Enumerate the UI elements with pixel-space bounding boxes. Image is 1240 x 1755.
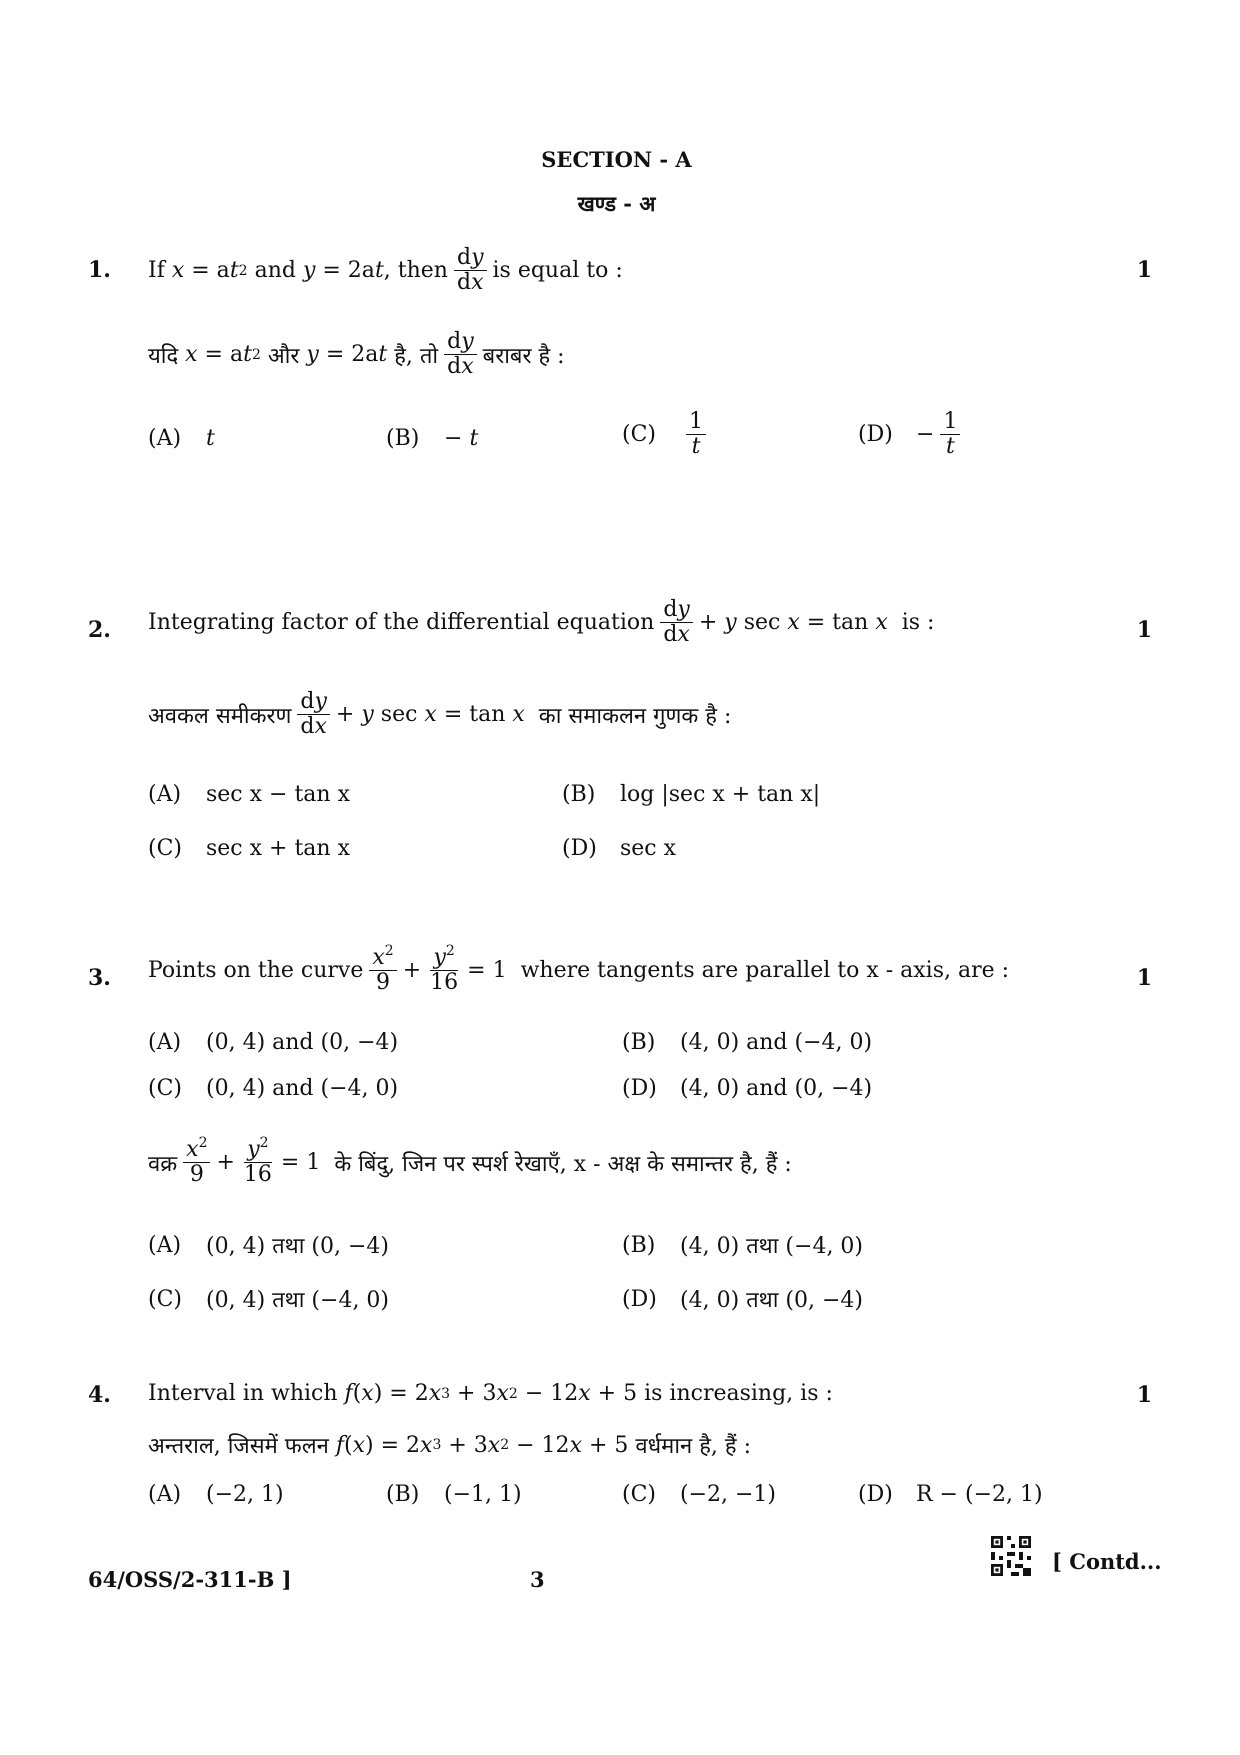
option-text: (0, 4) and (−4, 0) (206, 1076, 399, 1101)
q4-text-pre: Interval in which (148, 1381, 338, 1406)
section-heading: SECTION - A (541, 147, 692, 172)
option-label: (D) (858, 1482, 893, 1507)
option-text: (−1, 1) (444, 1482, 522, 1507)
paper-code: 64/OSS/2-311-B ] (88, 1567, 292, 1592)
option-label: (D) (562, 836, 597, 861)
option-text: (−2, 1) (206, 1482, 284, 1507)
option-text: (4, 0) तथा (−4, 0) (680, 1234, 864, 1259)
q1-text-mid: and (254, 258, 296, 283)
option-c[interactable] (622, 1482, 776, 1507)
question-marks: 1 (1136, 257, 1152, 283)
question-text-english: Integrating factor of the differential equation $\frac{dy}{dx}$ + y sec x = tan x is : (148, 597, 935, 647)
question-number: 1. (88, 257, 111, 283)
q1-hindi-mid: और (267, 343, 300, 369)
q1-hindi-end: बराबर है : (482, 343, 565, 369)
option-label: (B) (622, 1232, 656, 1258)
option-d[interactable] (562, 836, 676, 861)
option-text: (0, 4) and (0, −4) (206, 1030, 399, 1055)
option-text: sec x (620, 836, 677, 861)
curve-fraction-x: $\frac{x^2}{9}$ (183, 1138, 210, 1187)
q3-text-pre: Points on the curve (148, 958, 364, 983)
page-number: 3 (530, 1567, 545, 1592)
option-b[interactable] (386, 1482, 522, 1507)
q3-text-end: where tangents are parallel to x - axis, are : (520, 958, 1010, 983)
qr-code-icon (991, 1536, 1031, 1580)
option-text: sec x − tan x (206, 782, 350, 807)
option-text: (4, 0) and (−4, 0) (680, 1030, 873, 1055)
option-c[interactable] (148, 1284, 389, 1314)
option-d[interactable] (858, 1482, 1043, 1507)
derivative-fraction: $\frac{dy}{dx}$ (660, 598, 693, 647)
option-b[interactable]: (B) − t (386, 426, 479, 451)
question-text-hindi: यदि x = a t 2 और y = 2a t है, तो $\frac{dy}{dx}$ बराबर है : (148, 329, 565, 379)
question-marks: 1 (1136, 1382, 1152, 1408)
option-text: (−2, −1) (680, 1482, 777, 1507)
option-d[interactable] (622, 1284, 863, 1314)
derivative-fraction: $\frac{dy}{dx}$ (444, 330, 477, 379)
option-text: (4, 0) तथा (0, −4) (680, 1288, 864, 1313)
option-label: (B) (386, 426, 420, 451)
option-c[interactable] (148, 836, 350, 861)
q1-hindi-post: है, तो (394, 343, 439, 369)
option-label: (D) (622, 1286, 657, 1312)
option-label: (A) (148, 1030, 182, 1055)
q4-text-end: is increasing, is : (644, 1381, 833, 1406)
option-label: (C) (148, 836, 182, 861)
option-c[interactable]: (C) $\frac{1}{t}$ (622, 410, 712, 459)
option-label: (B) (622, 1030, 656, 1055)
derivative-fraction: $\frac{dy}{dx}$ (297, 690, 330, 739)
option-text: sec x + tan x (206, 836, 350, 861)
section-heading-hindi: खण्ड - अ (577, 191, 656, 216)
option-b[interactable] (562, 782, 820, 807)
q1-text-post: , then (383, 258, 448, 283)
option-label: (D) (622, 1076, 657, 1101)
q3-hindi-pre: वक्र (148, 1151, 178, 1177)
question-text-english: If x = a t 2 and y = 2a t , then $\frac{dy}{dx}$ is equal to : (148, 245, 623, 295)
option-text: R − (−2, 1) (916, 1482, 1043, 1507)
option-a[interactable] (148, 1482, 284, 1507)
q2-text-pre: Integrating factor of the differential equation (148, 610, 655, 635)
option-a[interactable] (148, 782, 350, 807)
q4-hindi-end: वर्धमान है, हैं : (635, 1434, 751, 1459)
option-label: (A) (148, 1482, 182, 1507)
q2-hindi-pre: अवकल समीकरण (148, 703, 292, 729)
option-d[interactable]: (D) − $\frac{1}{t}$ (858, 410, 966, 459)
option-b[interactable] (622, 1230, 863, 1260)
question-text-hindi: अवकल समीकरण $\frac{dy}{dx}$ + y sec x = tan x का समाकलन गुणक है : (148, 689, 732, 739)
question-text-english: Points on the curve $\frac{x^2}{9}$ + $\frac{y^2}{16}$ = 1 where tangents are parallel to x - axis, are : (148, 943, 1010, 995)
question-marks: 1 (1136, 617, 1152, 643)
q1-text-pre: If (148, 258, 165, 283)
q3-hindi-end: के बिंदु, जिन पर स्पर्श रेखाएँ, x - अक्ष के समान्तर है, हैं : (334, 1151, 792, 1177)
question-text-hindi: वक्र $\frac{x^2}{9}$ + $\frac{y^2}{16}$ = 1 के बिंदु, जिन पर स्पर्श रेखाएँ, x - अक्ष के समान्तर है, हैं : (148, 1135, 792, 1187)
option-label: (A) (148, 426, 182, 451)
question-number: 4. (88, 1382, 111, 1408)
option-text: log |sec x + tan x| (620, 782, 821, 807)
option-label: (D) (858, 422, 893, 447)
option-label: (A) (148, 1232, 182, 1258)
continued-label: [ Contd... (1052, 1549, 1162, 1574)
option-a[interactable] (148, 1230, 389, 1260)
question-text-hindi: अन्तराल, जिसमें फलन f ( x ) = 2 x 3 + 3 x 2 − 12 x + 5 वर्धमान है, हैं : (148, 1430, 751, 1460)
question-number: 2. (88, 617, 111, 643)
option-a[interactable] (148, 1030, 398, 1055)
question-text-english: Interval in which f ( x ) = 2 x 3 + 3 x 2 − 12 x + 5 is increasing, is : (148, 1381, 833, 1406)
derivative-fraction: $\frac{dy}{dx}$ (454, 246, 487, 295)
q1-text-end: is equal to : (492, 258, 623, 283)
curve-fraction-y: $\frac{y^2}{16}$ (430, 943, 459, 995)
q1-hindi-pre: यदि (148, 343, 179, 369)
option-c[interactable] (148, 1076, 398, 1101)
option-label: (C) (622, 1482, 656, 1507)
q1-expr-x: x (171, 258, 185, 283)
option-b[interactable] (622, 1030, 872, 1055)
option-label: (B) (386, 1482, 420, 1507)
q2-hindi-end: का समाकलन गुणक है : (538, 703, 732, 729)
option-a[interactable]: (A) t (148, 426, 215, 451)
question-number: 3. (88, 965, 111, 991)
curve-fraction-y: $\frac{y^2}{16}$ (243, 1135, 272, 1187)
q4-hindi-pre: अन्तराल, जिसमें फलन (148, 1434, 329, 1459)
q2-text-end: is : (901, 610, 935, 635)
option-d[interactable] (622, 1076, 872, 1101)
option-text: (4, 0) and (0, −4) (680, 1076, 873, 1101)
curve-fraction-x: $\frac{x^2}{9}$ (369, 946, 396, 995)
option-text: (0, 4) तथा (0, −4) (206, 1234, 390, 1259)
option-label: (C) (148, 1076, 182, 1101)
option-text: (0, 4) तथा (−4, 0) (206, 1288, 390, 1313)
option-label: (C) (148, 1286, 182, 1312)
option-label: (A) (148, 782, 182, 807)
option-label: (C) (622, 422, 656, 447)
question-marks: 1 (1136, 965, 1152, 991)
option-label: (B) (562, 782, 596, 807)
